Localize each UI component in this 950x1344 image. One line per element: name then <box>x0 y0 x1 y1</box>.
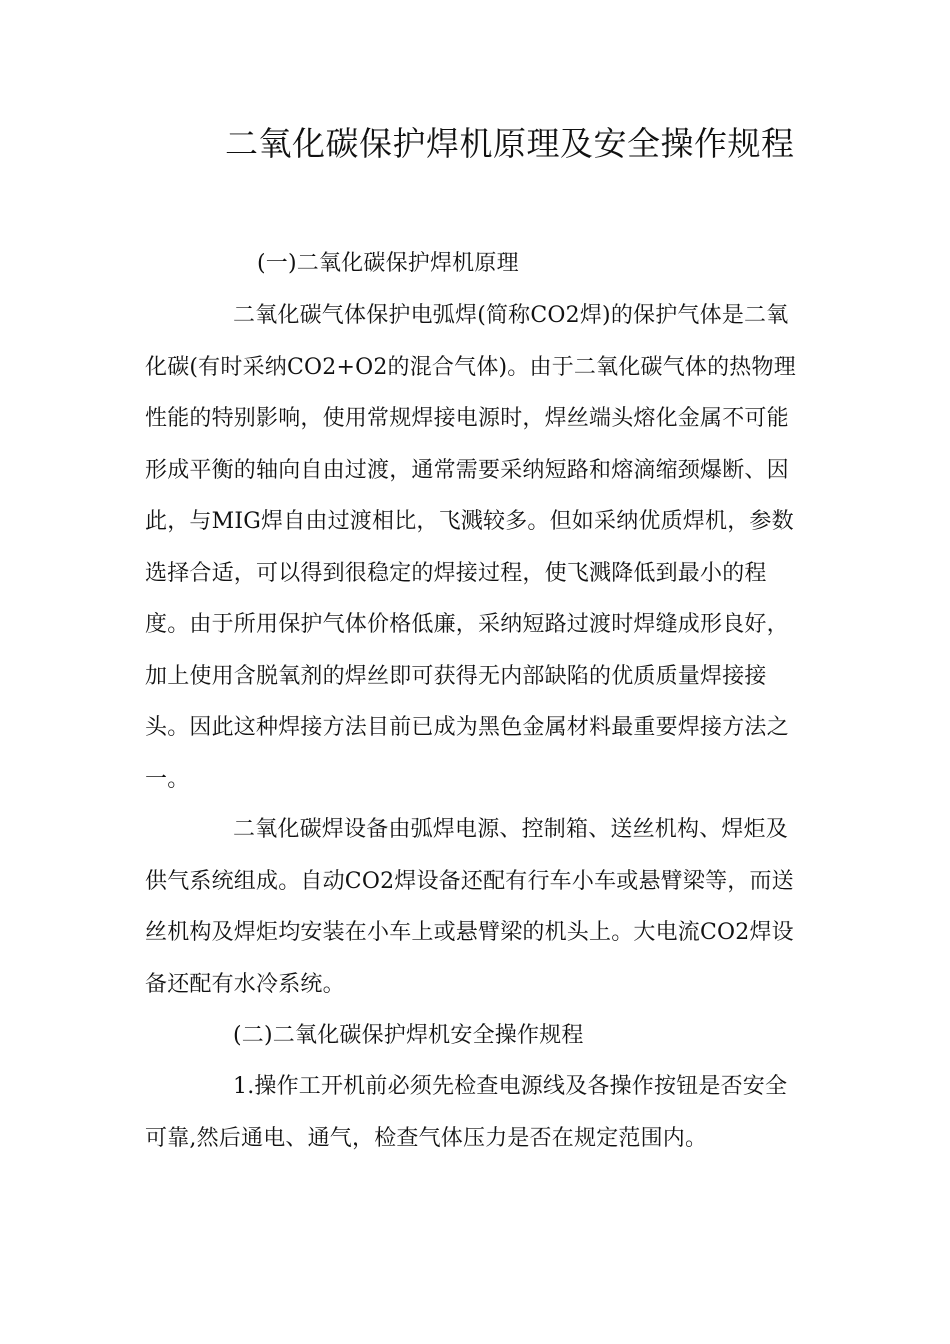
list-item-text: 1.操作工开机前必须先检查电源线及各操作按钮是否安全可靠,然后通电、通气，检查气体压力是否在规定范围内。 <box>145 1074 788 1151</box>
safety-item-1 <box>145 1061 805 1164</box>
paragraph-equipment <box>145 804 805 1010</box>
section-heading-text: (一)二氧化碳保护焊机原理 <box>257 251 519 276</box>
section-heading-text: (二)二氧化碳保护焊机安全操作规程 <box>233 1023 584 1048</box>
paragraph-text: 二氧化碳气体保护电弧焊(简称CO2焊)的保护气体是二氧化碳(有时采纳CO2+O2的混合气体)。由于二氧化碳气体的热物理性能的特别影响，使用常规焊接电源时，焊丝端头熔化金属不可能形成平衡的轴向自由过渡，通常需要采纳短路和熔滴缩颈爆断、因此，与MIG焊自由过渡相比，飞溅较多。但如采纳优质焊机，参数选择合适，可以得到很稳定的焊接过程，使飞溅降低到最小的程度。由于所用保护气体价格低廉，采纳短路过渡时焊缝成形良好，加上使用含脱氧剂的焊丝即可获得无内部缺陷的优质质量焊接接头。因此这种焊接方法目前已成为黑色金属材料最重要焊接方法之一。 <box>145 303 796 792</box>
section-heading-principle <box>145 238 805 290</box>
document-title: 二氧化碳保护焊机原理及安全操作规程 <box>225 124 795 163</box>
paragraph-text: 二氧化碳焊设备由弧焊电源、控制箱、送丝机构、焊炬及供气系统组成。自动CO2焊设备还配有行车小车或悬臂梁等，而送丝机构及焊炬均安装在小车上或悬臂梁的机头上。大电流CO2焊设备还配有水冷系统。 <box>145 817 794 997</box>
paragraph-principle <box>145 290 805 805</box>
section-heading-safety <box>145 1010 805 1062</box>
